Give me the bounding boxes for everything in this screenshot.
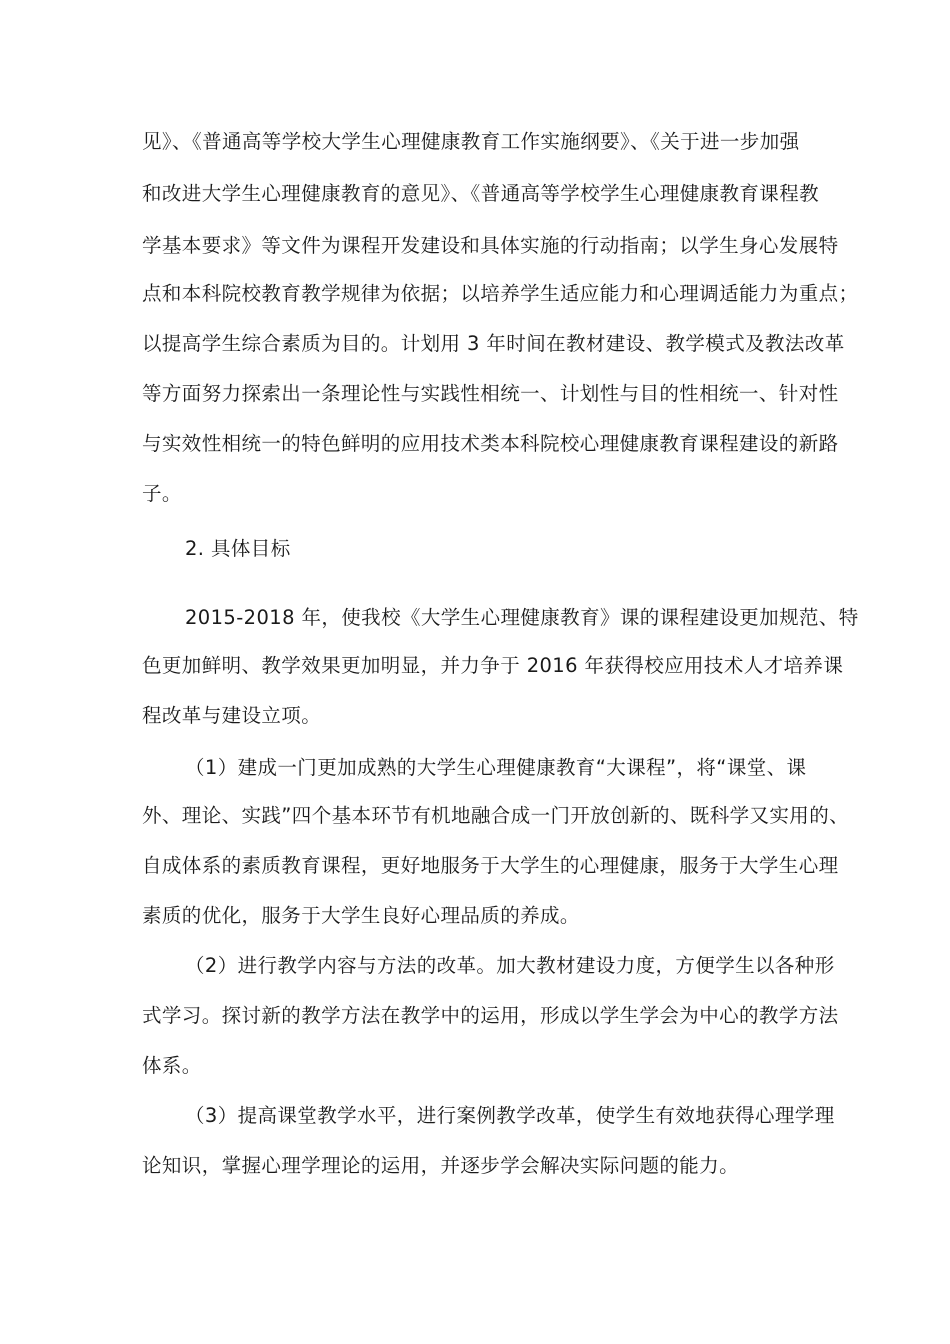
list-item-line: （2）进行教学内容与方法的改革。加大教材建设力度，方便学生以各种形 xyxy=(185,954,835,977)
text-line: 外、理论、实践”四个基本环节有机地融合成一门开放创新的、既科学又实用的、 xyxy=(142,804,850,827)
list-item-line: （1）建成一门更加成熟的大学生心理健康教育“大课程”，将“课堂、课 xyxy=(185,756,807,779)
text-line: 体系。 xyxy=(142,1054,202,1077)
section-heading: 2. 具体目标 xyxy=(185,537,291,560)
text-line: 色更加鲜明、教学效果更加明显，并力争于 2016 年获得校应用技术人才培养课 xyxy=(142,654,844,677)
list-item-line: （3）提高课堂教学水平，进行案例教学改革，使学生有效地获得心理学理 xyxy=(185,1104,835,1127)
text-line: 等方面努力探索出一条理论性与实践性相统一、计划性与目的性相统一、针对性 xyxy=(142,382,839,405)
text-line: 自成体系的素质教育课程，更好地服务于大学生的心理健康，服务于大学生心理 xyxy=(142,854,839,877)
text-line: 见》、《普通高等学校大学生心理健康教育工作实施纲要》、《关于进一步加强 xyxy=(142,130,800,153)
text-line: 与实效性相统一的特色鲜明的应用技术类本科院校心理健康教育课程建设的新路 xyxy=(142,432,839,455)
text-line: 和改进大学生心理健康教育的意见》、《普通高等学校学生心理健康教育课程教 xyxy=(142,182,820,205)
text-line: 素质的优化，服务于大学生良好心理品质的养成。 xyxy=(142,904,580,927)
text-line: 2015-2018 年，使我校《大学生心理健康教育》课的课程建设更加规范、特 xyxy=(185,606,859,629)
text-line: 程改革与建设立项。 xyxy=(142,704,322,727)
text-line: 学基本要求》等文件为课程开发建设和具体实施的行动指南；以学生身心发展特 xyxy=(142,234,839,257)
text-line: 点和本科院校教育教学规律为依据；以培养学生适应能力和心理调适能力为重点； xyxy=(142,282,859,305)
text-line: 论知识，掌握心理学理论的运用，并逐步学会解决实际问题的能力。 xyxy=(142,1154,740,1177)
text-line: 子。 xyxy=(142,482,182,505)
text-line: 以提高学生综合素质为目的。计划用 3 年时间在教材建设、教学模式及教法改革 xyxy=(142,332,845,355)
text-line: 式学习。探讨新的教学方法在教学中的运用，形成以学生学会为中心的教学方法 xyxy=(142,1004,839,1027)
